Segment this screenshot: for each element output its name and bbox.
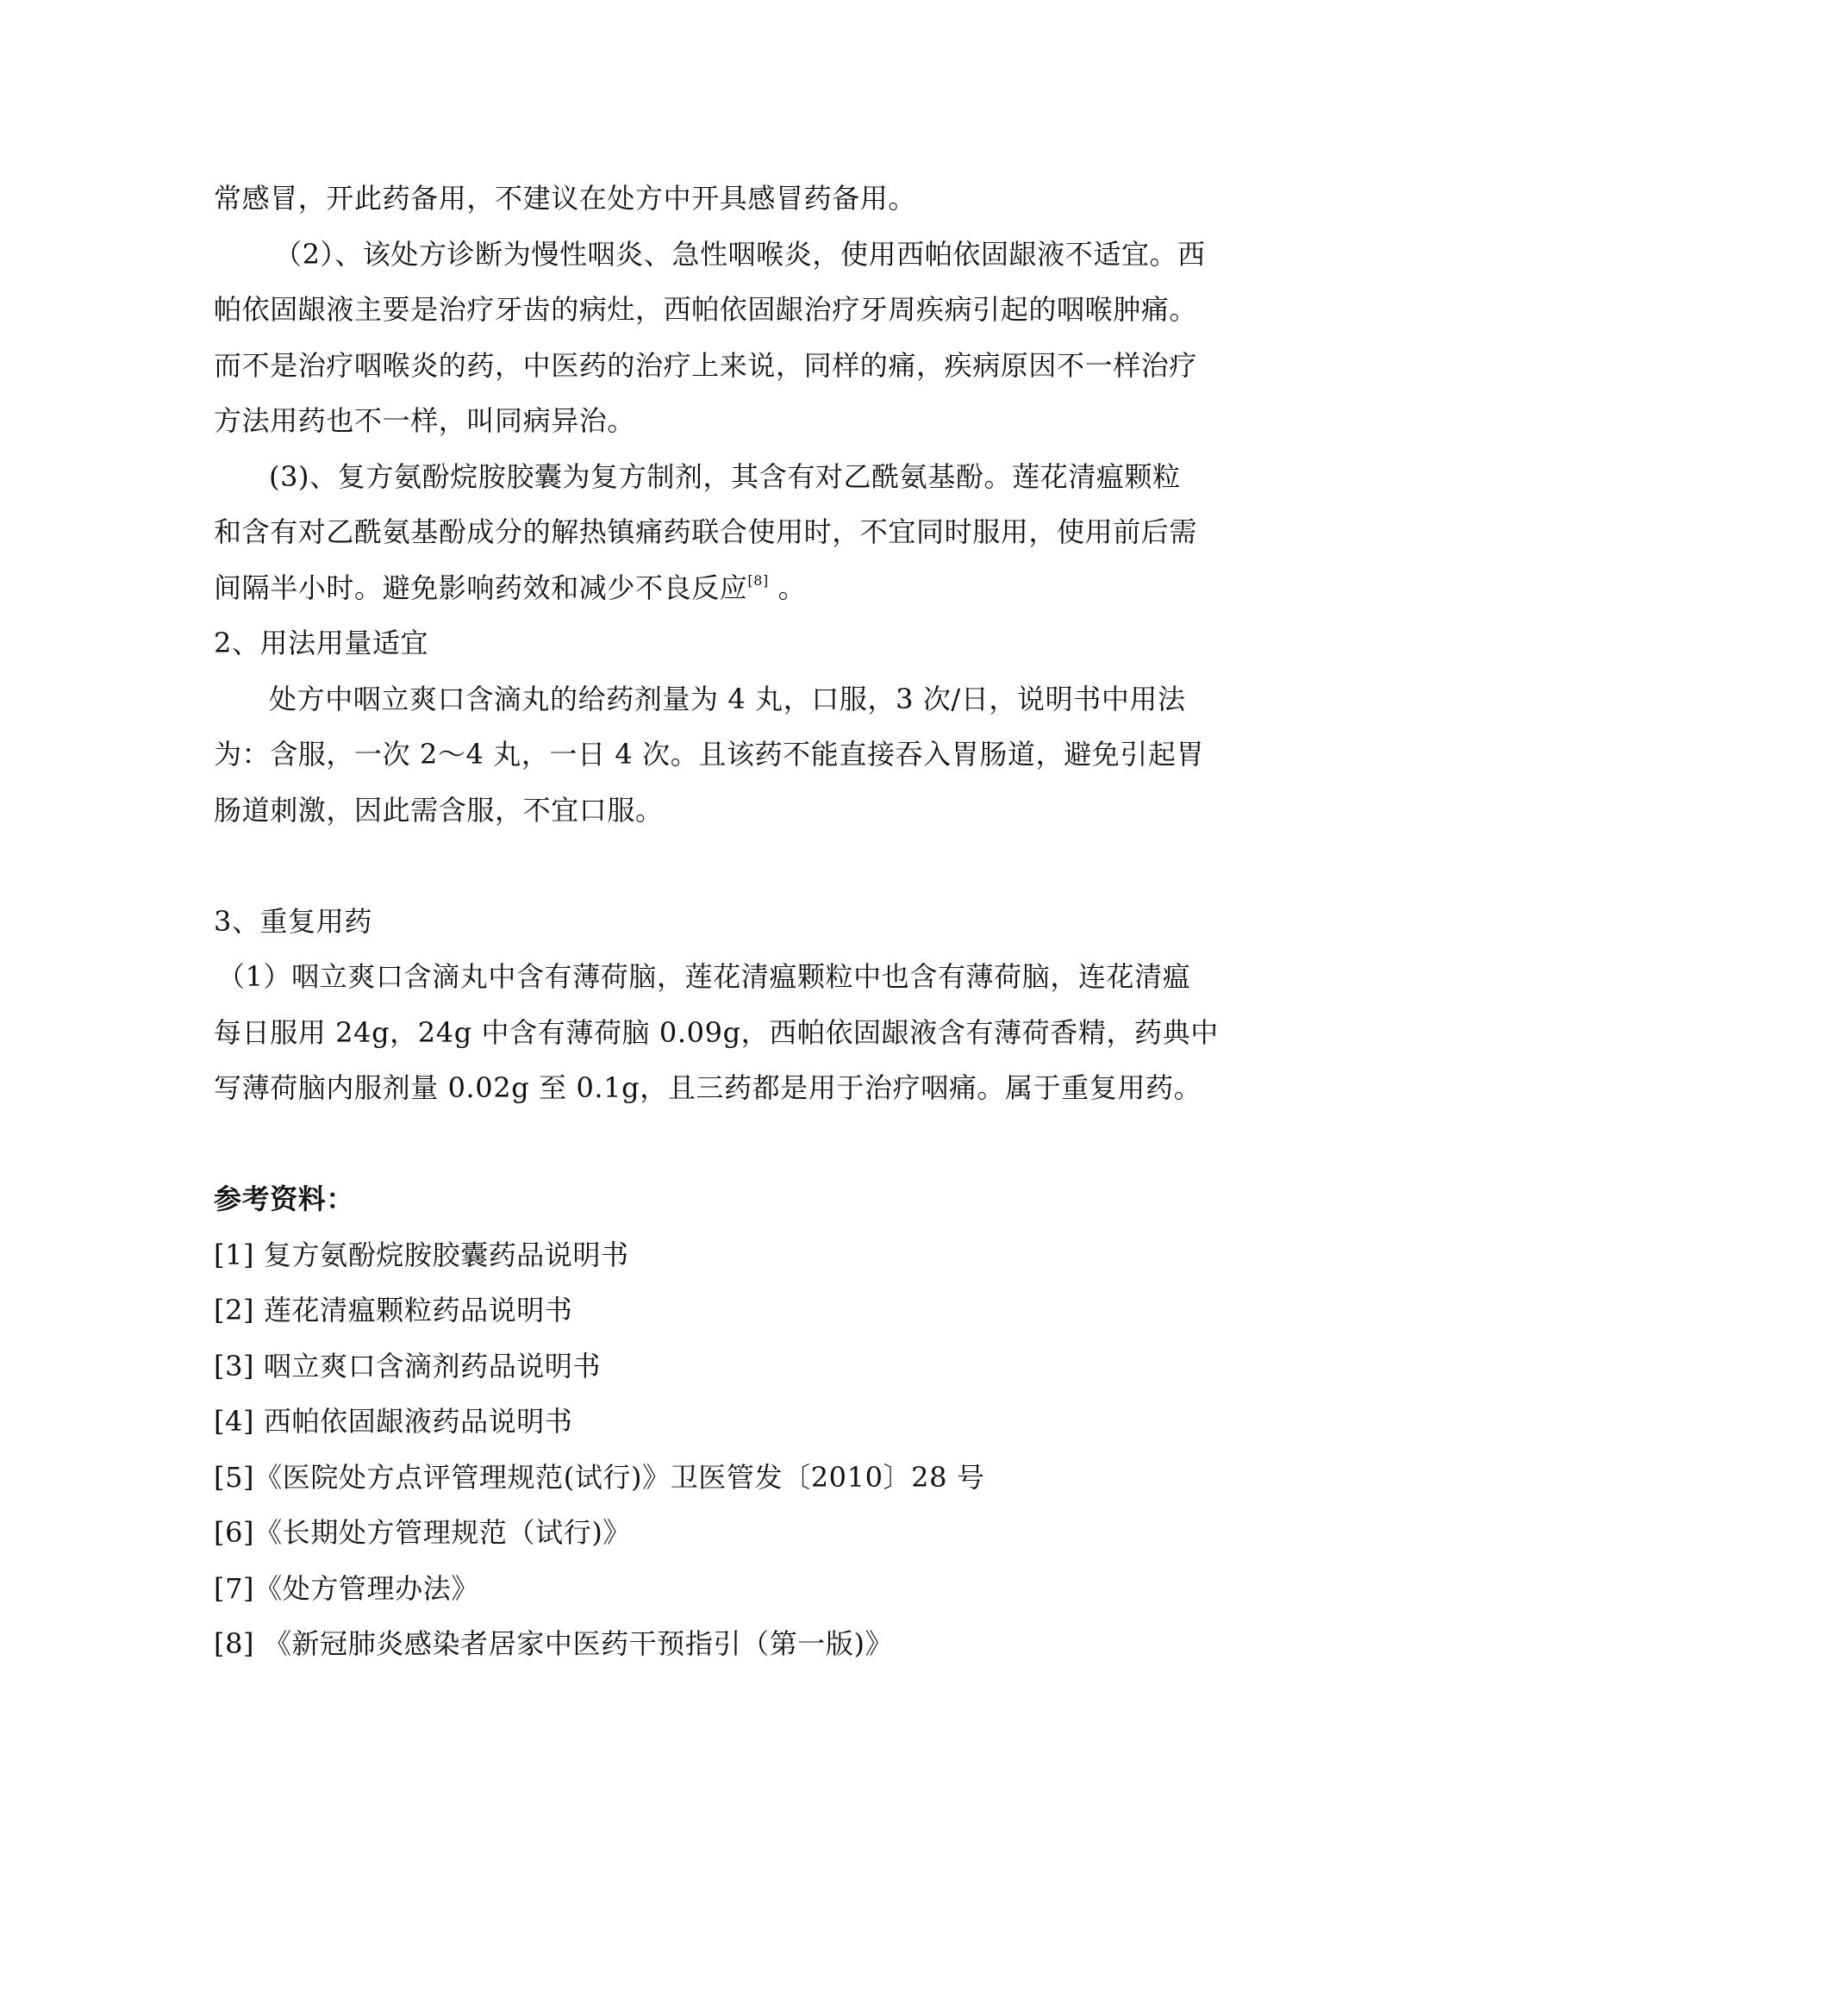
- reference-item: [8] 《新冠肺炎感染者居家中医药干预指引（第一版)》: [214, 1627, 894, 1660]
- reference-item: [4] 西帕依固龈液药品说明书: [214, 1405, 573, 1438]
- reference-item: [1] 复方氨酚烷胺胶囊药品说明书: [214, 1238, 629, 1271]
- reference-item: [7]《处方管理办法》: [214, 1571, 479, 1605]
- paragraph-line: [214, 560, 1205, 616]
- paragraph-line: 肠道刺激，因此需含服，不宜口服。: [214, 793, 664, 827]
- paragraph-line: 为：含服，一次 2～4 丸，一日 4 次。且该药不能直接吞入胃肠道，避免引起胃: [214, 738, 1205, 771]
- paragraph-line: 而不是治疗咽喉炎的药，中医药的治疗上来说，同样的痛，疾病原因不一样治疗: [214, 348, 1198, 382]
- paragraph-line: （1）咽立爽口含滴丸中含有薄荷脑，莲花清瘟颗粒中也含有薄荷脑，连花清瘟: [217, 960, 1191, 993]
- paragraph-line: 常感冒，开此药备用，不建议在处方中开具感冒药备用。: [214, 182, 917, 215]
- paragraph-line: 帕依固龈液主要是治疗牙齿的病灶，西帕依固龈治疗牙周疾病引起的咽喉肿痛。: [214, 293, 1198, 326]
- citation-superscript: [8]: [747, 571, 769, 589]
- paragraph-line: 和含有对乙酰氨基酚成分的解热镇痛药联合使用时，不宜同时服用，使用前后需: [214, 515, 1198, 548]
- blank-line: [214, 838, 1205, 894]
- blank-line: [214, 1116, 1205, 1172]
- paragraph-text: 间隔半小时。避免影响药效和减少不良反应: [214, 571, 748, 604]
- paragraph-line: 写薄荷脑内服剂量 0.02g 至 0.1g，且三药都是用于治疗咽痛。属于重复用药。: [214, 1071, 1202, 1104]
- reference-item: [5]《医院处方点评管理规范(试行)》卫医管发〔2010〕28 号: [214, 1460, 985, 1494]
- section-heading: 2、用法用量适宜: [214, 627, 429, 659]
- reference-item: [6]《长期处方管理规范（试行)》: [214, 1516, 632, 1549]
- reference-item: [3] 咽立爽口含滴剂药品说明书: [214, 1349, 602, 1382]
- paragraph-line: 每日服用 24g，24g 中含有薄荷脑 0.09g，西帕依固龈液含有薄荷香精，药典中: [214, 1015, 1219, 1049]
- reference-item: [2] 莲花清瘟颗粒药品说明书: [214, 1294, 573, 1326]
- paragraph-line: 方法用药也不一样，叫同病异治。: [214, 404, 636, 437]
- references-heading: 参考资料：: [214, 1183, 355, 1215]
- section-heading: 3、重复用药: [214, 904, 372, 938]
- paragraph-text: 。: [768, 571, 807, 604]
- document-body: [214, 171, 1219, 1672]
- paragraph-line: (3)、复方氨酚烷胺胶囊为复方制剂，其含有对乙酰氨基酚。莲花清瘟颗粒: [269, 459, 1181, 493]
- paragraph-line: 处方中咽立爽口含滴丸的给药剂量为 4 丸，口服，3 次/日，说明书中用法: [269, 682, 1186, 715]
- paragraph-line: （2）、该处方诊断为慢性咽炎、急性咽喉炎，使用西帕依固龈液不适宜。西: [274, 237, 1206, 271]
